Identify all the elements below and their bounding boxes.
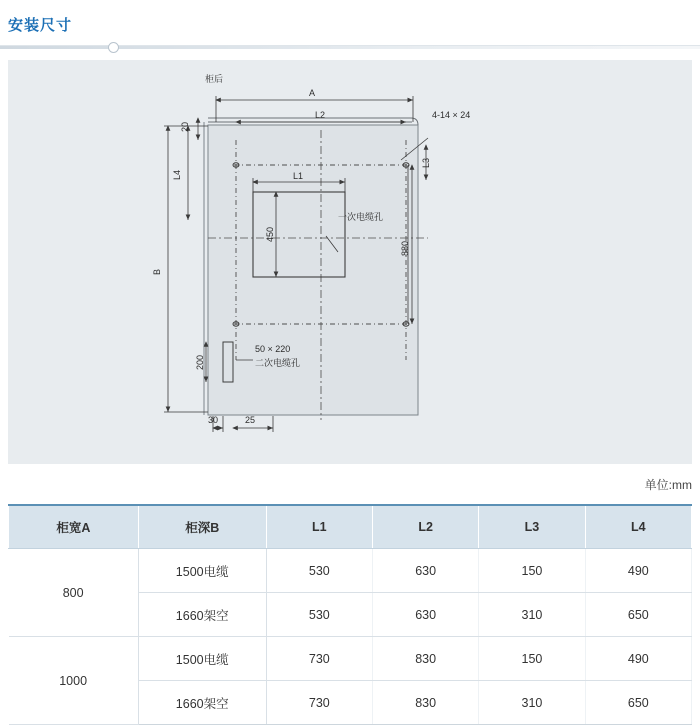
cell-l1: 730 — [266, 637, 372, 681]
th-l1: L1 — [266, 505, 372, 549]
label-dim-20: 20 — [180, 121, 190, 132]
label-dim-l1: L1 — [293, 171, 304, 181]
label-primary-cable-hole: 一次电缆孔 — [338, 212, 384, 222]
cell-l1: 530 — [266, 593, 372, 637]
label-dim-l4: L4 — [172, 169, 182, 180]
cell-l4: 490 — [585, 637, 691, 681]
cell-l2: 630 — [372, 549, 478, 593]
label-dim-30: 30 — [208, 415, 219, 425]
title-divider — [0, 42, 700, 51]
th-l4: L4 — [585, 505, 691, 549]
cell-cabinet-depth: 1500电缆 — [138, 549, 266, 593]
cell-cabinet-depth: 1660架空 — [138, 681, 266, 725]
cell-l3: 310 — [479, 593, 585, 637]
th-l3: L3 — [479, 505, 585, 549]
cell-l4: 490 — [585, 549, 691, 593]
label-cabinet-back: 柜后 — [205, 74, 224, 84]
cell-l3: 150 — [479, 637, 585, 681]
label-dim-200: 200 — [195, 354, 205, 370]
th-l2: L2 — [372, 505, 478, 549]
cell-l1: 530 — [266, 549, 372, 593]
cell-l4: 650 — [585, 593, 691, 637]
cell-cabinet-depth: 1660架空 — [138, 593, 266, 637]
label-dim-b: B — [152, 268, 162, 275]
label-secondary-cable-hole: 二次电缆孔 — [255, 358, 301, 368]
label-dim-25: 25 — [245, 415, 256, 425]
dimension-table — [8, 504, 692, 725]
label-dim-l2: L2 — [315, 110, 326, 120]
cell-l1: 730 — [266, 681, 372, 725]
divider-knob — [108, 42, 119, 53]
label-dim-a: A — [309, 88, 316, 98]
unit-note: 单位:mm — [644, 478, 692, 492]
cell-cabinet-width: 800 — [9, 549, 139, 637]
label-holes: 4-14 × 24 — [432, 110, 471, 120]
th-cabinet-depth: 柜深B — [138, 505, 266, 549]
label-dim-880: 880 — [400, 240, 410, 256]
th-cabinet-width: 柜宽A — [9, 505, 139, 549]
label-secondary-hole-size: 50 × 220 — [255, 344, 291, 354]
table-row — [9, 637, 692, 681]
cell-l3: 150 — [479, 549, 585, 593]
installation-dimension-drawing — [8, 60, 692, 464]
cell-l2: 830 — [372, 681, 478, 725]
table-row — [9, 549, 692, 593]
cell-cabinet-width: 1000 — [9, 637, 139, 725]
page-title: 安装尺寸 — [8, 17, 73, 34]
cell-l4: 650 — [585, 681, 691, 725]
cell-l2: 830 — [372, 637, 478, 681]
cell-l3: 310 — [479, 681, 585, 725]
label-dim-l3: L3 — [421, 157, 431, 168]
label-dim-450: 450 — [265, 226, 275, 242]
cell-l2: 630 — [372, 593, 478, 637]
cell-cabinet-depth: 1500电缆 — [138, 637, 266, 681]
divider-bar — [0, 45, 700, 49]
table-header-row — [9, 505, 692, 549]
